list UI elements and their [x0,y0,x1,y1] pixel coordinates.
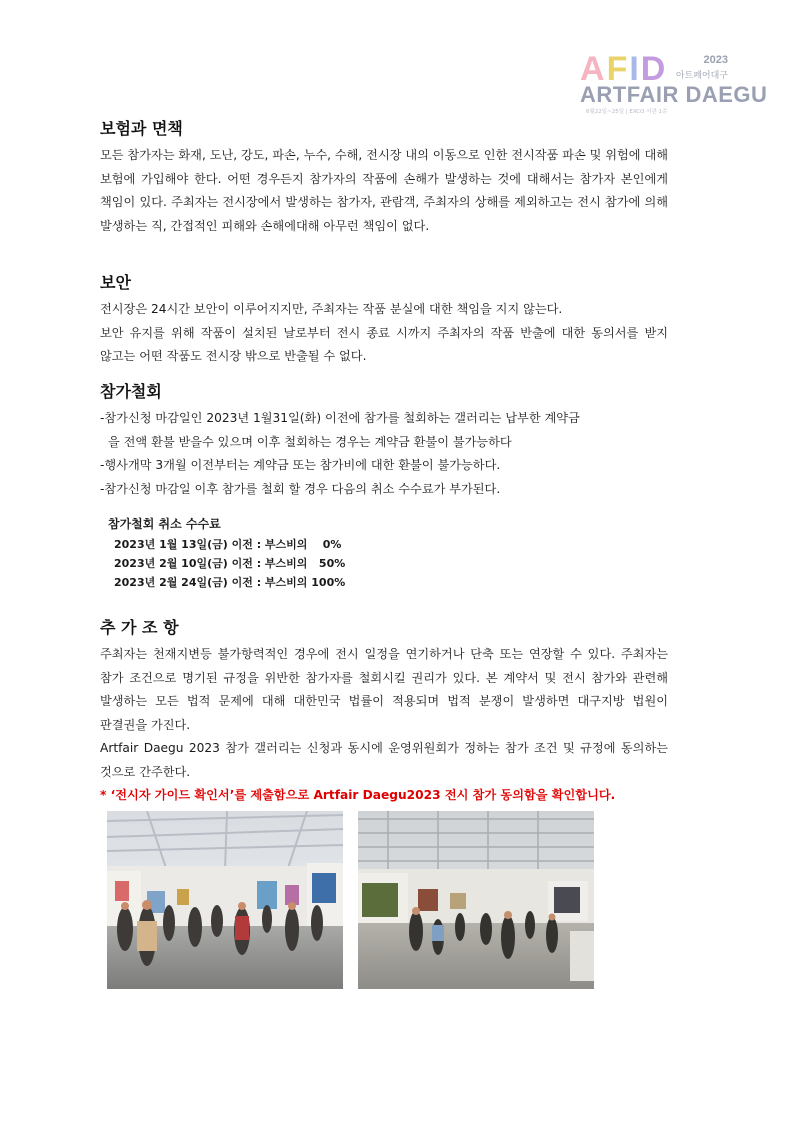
insurance-heading: 보험과 면책 [100,119,183,138]
security-line-1: 전시장은 24시간 보안이 이루어지지만, 주최자는 작품 분실에 대한 책임을 지지 않는다. [100,302,563,316]
withdrawal-item: -참가신청 마감일 이후 참가를 철회 할 경우 다음의 취소 수수료가 부가된다. [100,481,501,496]
security-section [100,272,668,369]
additional-body-2: Artfair Daegu 2023 참가 갤러리는 신청과 동시에 운영위원회가 정하는 참가 조건 및 규정에 동의하는 것으로 간주한다. [100,741,668,779]
logo-name: ARTFAIR DAEGU [580,82,768,107]
logo-mark: AFID [580,50,668,88]
cancellation-fee-row: 2023년 2월 10일(금) 이전 : 부스비의 50% [114,557,346,570]
security-heading: 보안 [100,273,131,292]
additional-section [100,617,668,806]
confirmation-notice: * ‘전시자 가이드 확인서’를 제출함으로 Artfair Daegu2023 전시 참가 동의함을 확인합니다. [100,788,616,802]
withdrawal-section [100,381,668,501]
logo-korean-name: 아트페어대구 [675,71,728,81]
artfair-daegu-logo [580,50,768,118]
cancellation-fee-row: 2023년 1월 13일(금) 이전 : 부스비의 0% [114,538,342,551]
cancellation-fee-title: 참가철회 취소 수수료 [108,517,221,531]
exhibition-photo-2 [358,811,594,989]
withdrawal-item: -참가신청 마감일인 2023년 1월31일(화) 이전에 참가를 철회하는 갤러리는 납부한 계약금 [100,411,580,425]
exhibition-photo-1 [107,811,343,989]
logo-year: 2023 [703,54,728,66]
insurance-section [100,118,668,238]
additional-body-1: 주최자는 천재지변등 불가항력적인 경우에 전시 일정을 연기하거나 단축 또는 연장할 수 있다. 주최자는 참가 조건으로 명기된 규정을 위반한 참가자를 철회시킬 권리가 있다. 본 계약서 및 전시 참가와 관련해 발생하는 모든 법적 문제에 대해 대한민국 법률이 적용되며 법적 분쟁이 발생하면 대구지방 법원이 판결권을 가진다. [100,647,668,732]
withdrawal-item: -행사개막 3개월 이전부터는 계약금 또는 참가비에 대한 환불이 불가능하다. [100,458,501,472]
security-line-2: 보안 유지를 위해 작품이 설치된 날로부터 전시 종료 시까지 주최자의 작품 반출에 대한 동의서를 받지 않고는 어떤 작품도 전시장 밖으로 반출될 수 없다. [100,325,668,363]
logo-dates: 6월22일~25일 | EXCO 서관 1층 [586,109,668,115]
withdrawal-heading: 참가철회 [100,382,162,401]
insurance-body: 모든 참가자는 화재, 도난, 강도, 파손, 누수, 수해, 전시장 내의 이동으로 인한 전시작품 파손 및 위험에 대해 보험에 가입해야 한다. 어떤 경우든지 참가자의 작품에 손해가 발생하는 것에 대해서는 참가자 본인에게 책임이 있다. 주최자는 전시장에서 발생하는 참가자, 관람객, 주최자의 상해를 제외하고는 전시 참가에 의해 발생하는 직, 간접적인 피해와 손해에대해 아무런 책임이 없다. [100,148,668,233]
cancellation-fee-block [108,513,508,592]
withdrawal-item: 을 전액 환불 받을수 있으며 이후 철회하는 경우는 계약금 환불이 불가능하다 [108,434,512,449]
additional-heading: 추 가 조 항 [100,618,179,637]
cancellation-fee-row: 2023년 2월 24일(금) 이전 : 부스비의 100% [114,576,346,589]
